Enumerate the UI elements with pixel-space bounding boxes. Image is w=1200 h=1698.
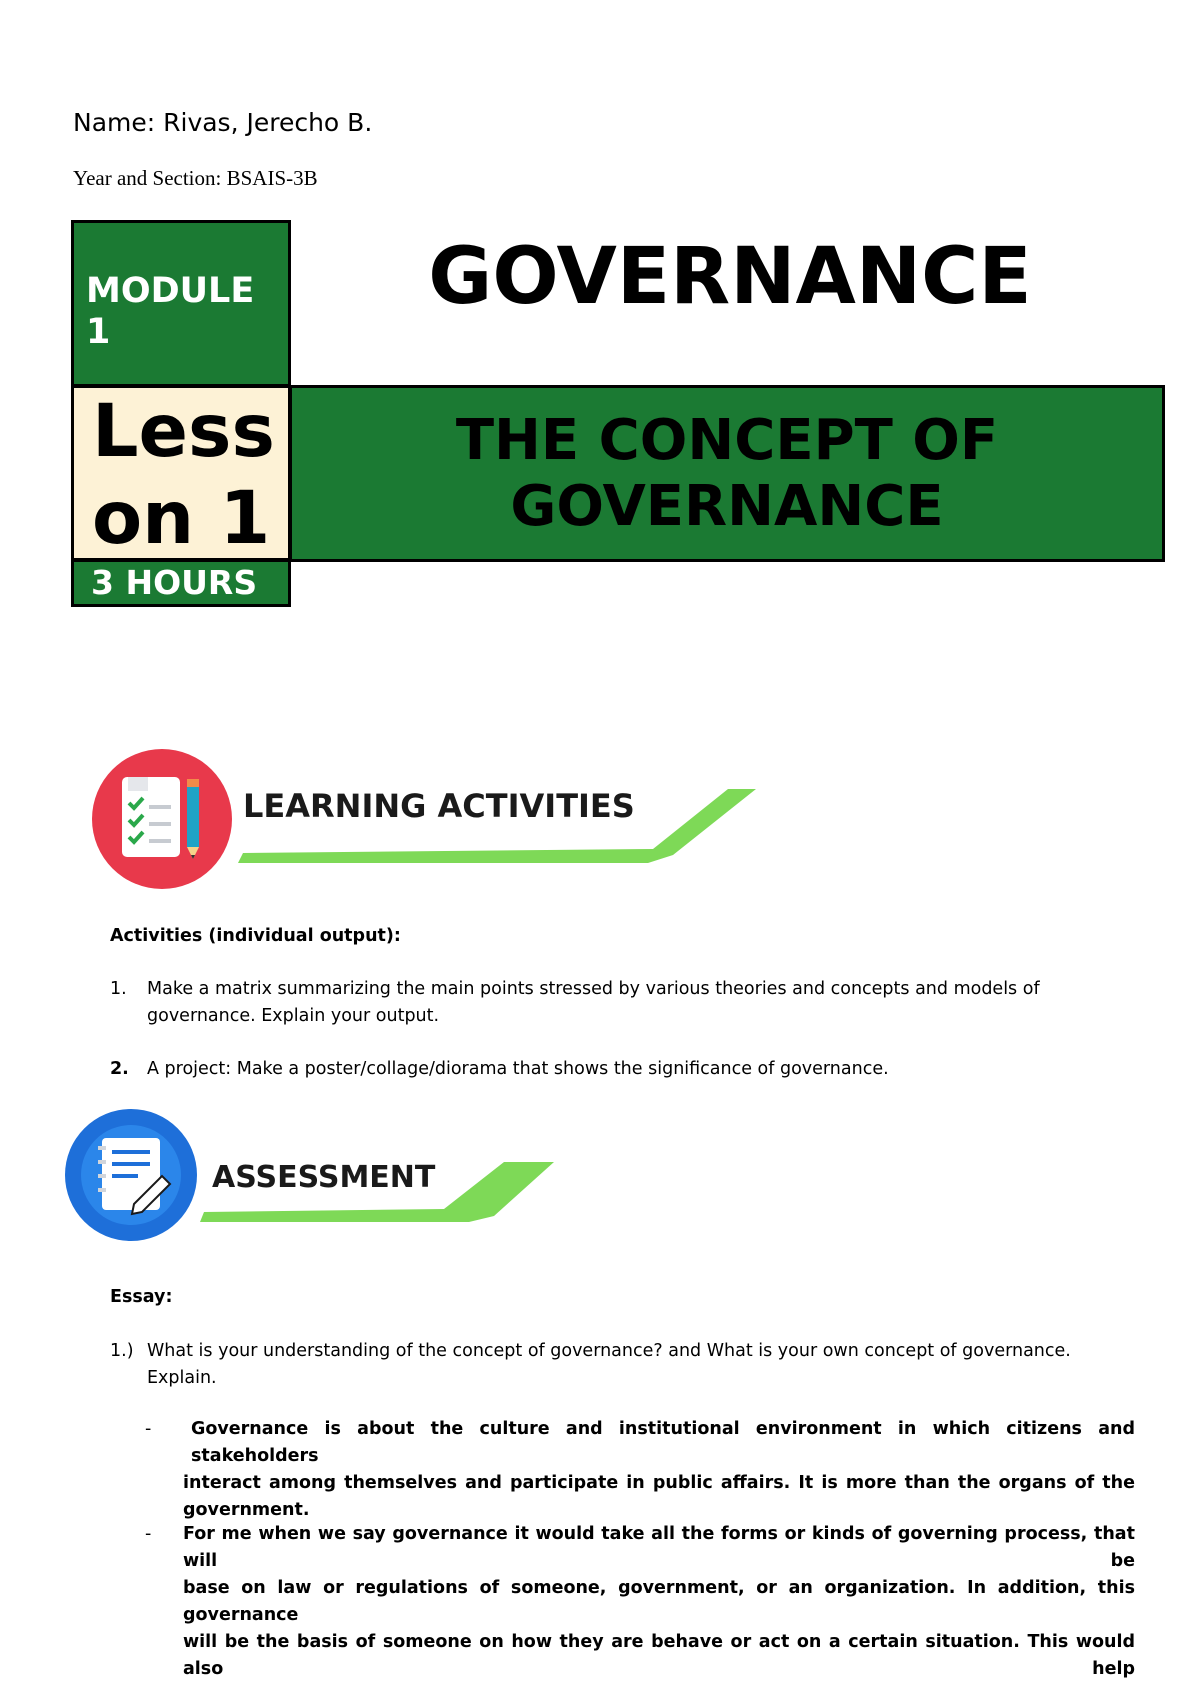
- activity-item-2: [110, 1056, 1090, 1083]
- student-name: Name: Rivas, Jerecho B.: [73, 108, 373, 137]
- activities-heading: Activities (individual output):: [110, 926, 401, 946]
- answer-paragraph-2: [145, 1521, 1135, 1683]
- checklist-pencil-icon-glyph: [122, 777, 199, 859]
- learning-activities-banner: [88, 745, 768, 895]
- answer-text-line: For me when we say governance it would take all the forms or kinds of governing process, that will be: [183, 1524, 1135, 1571]
- essay-question: [110, 1338, 1110, 1392]
- answer-bullet: -: [145, 1524, 152, 1544]
- lesson-line1: Less: [92, 389, 275, 474]
- activity-item-1: [110, 976, 1090, 1030]
- year-section: Year and Section: BSAIS-3B: [73, 166, 318, 190]
- activity-text-line: Make a matrix summarizing the main points stressed by various theories and concepts and models of: [147, 979, 1040, 999]
- module-number: 1: [86, 312, 111, 352]
- activity-number: 1.: [110, 979, 127, 999]
- lesson-title-line2: GOVERNANCE: [510, 474, 944, 539]
- lesson-title-box: [289, 385, 1165, 562]
- page-title: GOVERNANCE: [428, 232, 1032, 322]
- question-text-line: What is your understanding of the concept of governance? and What is your own concept of governance.: [147, 1341, 1071, 1361]
- answer-bullet: -: [145, 1419, 152, 1439]
- answer-paragraph-1: [145, 1416, 1135, 1524]
- module-box: [71, 220, 291, 387]
- lesson-line2: on 1: [92, 476, 271, 561]
- answer-text-line: government.: [183, 1500, 310, 1520]
- answer-text-line: Governance is about the culture and institutional environment in which citizens and stakeholders: [191, 1419, 1135, 1466]
- assessment-title: ASSESSMENT: [212, 1160, 436, 1195]
- question-text-line: Explain.: [147, 1368, 217, 1388]
- essay-heading: Essay:: [110, 1287, 173, 1307]
- activity-text-line: A project: Make a poster/collage/diorama that shows the significance of governance.: [147, 1059, 889, 1079]
- module-label: MODULE: [86, 271, 255, 311]
- learning-activities-title: LEARNING ACTIVITIES: [243, 787, 635, 825]
- lesson-title-line1: THE CONCEPT OF: [455, 408, 999, 473]
- hours-badge: 3 HOURS: [71, 559, 291, 607]
- assessment-banner: [64, 1108, 574, 1248]
- notebook-pencil-icon-glyph: [98, 1138, 170, 1214]
- activity-text-line: governance. Explain your output.: [147, 1006, 440, 1026]
- answer-text-line: interact among themselves and participate in public affairs. It is more than the organs of the: [183, 1473, 1135, 1493]
- answer-text-line: base on law or regulations of someone, government, or an organization. In addition, this governance: [183, 1578, 1135, 1625]
- lesson-box: [71, 385, 291, 561]
- question-number: 1.): [110, 1341, 134, 1361]
- answer-text-line: will be the basis of someone on how they are behave or act on a certain situation. This would also help: [183, 1632, 1135, 1679]
- activity-number: 2.: [110, 1059, 129, 1079]
